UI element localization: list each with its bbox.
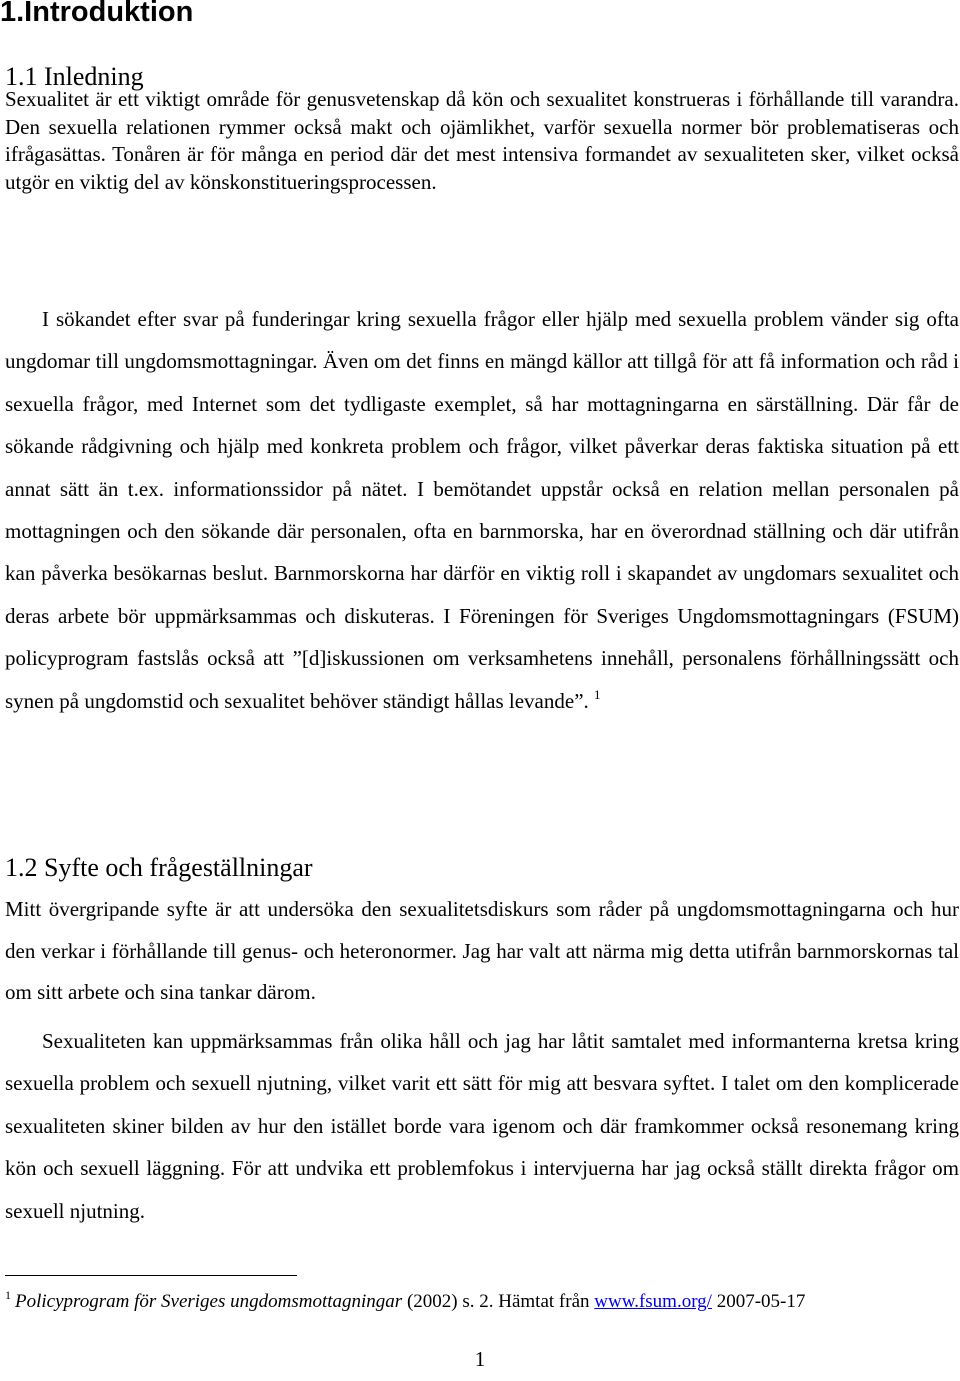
- footnote: [5, 1289, 805, 1315]
- paragraph-aim-1: [5, 889, 959, 1014]
- section-heading-inledning: 1.1 Inledning: [5, 62, 144, 91]
- footnote-date: 2007-05-17: [711, 1291, 806, 1312]
- footnote-number: 1: [5, 1288, 11, 1302]
- footnote-source-details: (2002) s. 2. Hämtat från: [402, 1291, 595, 1312]
- paragraph-text: I sökandet efter svar på funderingar kring sexuella frågor eller hjälp med sexuella problem vänder sig ofta ungdomar till ungdomsmottagningar. Även om det finns en mängd källor att tillgå för att få information och råd i sexuella frågor, med Internet som det tydligaste exemplet, så har mottagningarna en särställning. Där får de sökande rådgivning och hjälp med konkreta problem och frågor, vilket påverkar deras faktiska situation på ett annat sätt än t.ex. informationssidor på nätet. I bemötandet uppstår också en relation mellan personalen på mottagningen och den sökande där personalen, ofta en barnmorska, har en överordnad ställning och där utifrån kan påverka besökarnas beslut. Barnmorskorna har därför en viktig roll i skapandet av ungdomars sexualitet och deras arbete bör uppmärksammas och diskuteras. I Föreningen för Sveriges Ungdomsmottagningars (FSUM) policyprogram fastslås också att ”[d]iskussionen om verksamhetens innehåll, personalens förhållningssätt och synen på ungdomstid och sexualitet behöver ständigt hållas levande”.: [5, 307, 959, 713]
- paragraph-aim-2: [5, 1020, 959, 1232]
- page-number: 1: [474, 1347, 486, 1371]
- footnote-reference[interactable]: 1: [594, 686, 601, 702]
- chapter-heading: 1.Introduktion: [0, 0, 194, 28]
- footnote-source-title: Policyprogram för Sveriges ungdomsmottagningar: [15, 1291, 403, 1312]
- paragraph-text: Sexualiteten kan uppmärksammas från olika håll och jag har låtit samtalet med informanterna kretsa kring sexuella problem och sexuell njutning, vilket varit ett sätt för mig att besvara syftet. I talet om den komplicerade sexualiteten skiner bilden av hur den istället borde vara igenom och där framkommer också resonemang kring kön och sexuell läggning. För att undvika ett problemfokus i intervjuerna har jag också ställt direkta frågor om sexuell njutning.: [5, 1029, 959, 1223]
- footnote-divider: [5, 1275, 297, 1276]
- paragraph-text: Sexualitet är ett viktigt område för genusvetenskap då kön och sexualitet konstrueras i förhållande till varandra. Den sexuella relationen rymmer också makt och ojämlikhet, varför sexuella normer bör problematiseras och ifrågasättas. Tonåren är för många en period där det mest intensiva formandet av sexualiteten sker, vilket också utgör en viktig del av könskonstitueringsprocessen.: [5, 87, 959, 194]
- paragraph-text: Mitt övergripande syfte är att undersöka den sexualitetsdiskurs som råder på ungdomsmottagningarna och hur den verkar i förhållande till genus- och heteronormer. Jag har valt att närma mig detta utifrån barnmorskornas tal om sitt arbete och sina tankar därom.: [5, 897, 959, 1004]
- section-heading-syfte: 1.2 Syfte och frågeställningar: [5, 853, 313, 882]
- paragraph-intro-1: [5, 86, 959, 196]
- paragraph-intro-2: [5, 298, 959, 722]
- footnote-link[interactable]: www.fsum.org/: [594, 1291, 712, 1312]
